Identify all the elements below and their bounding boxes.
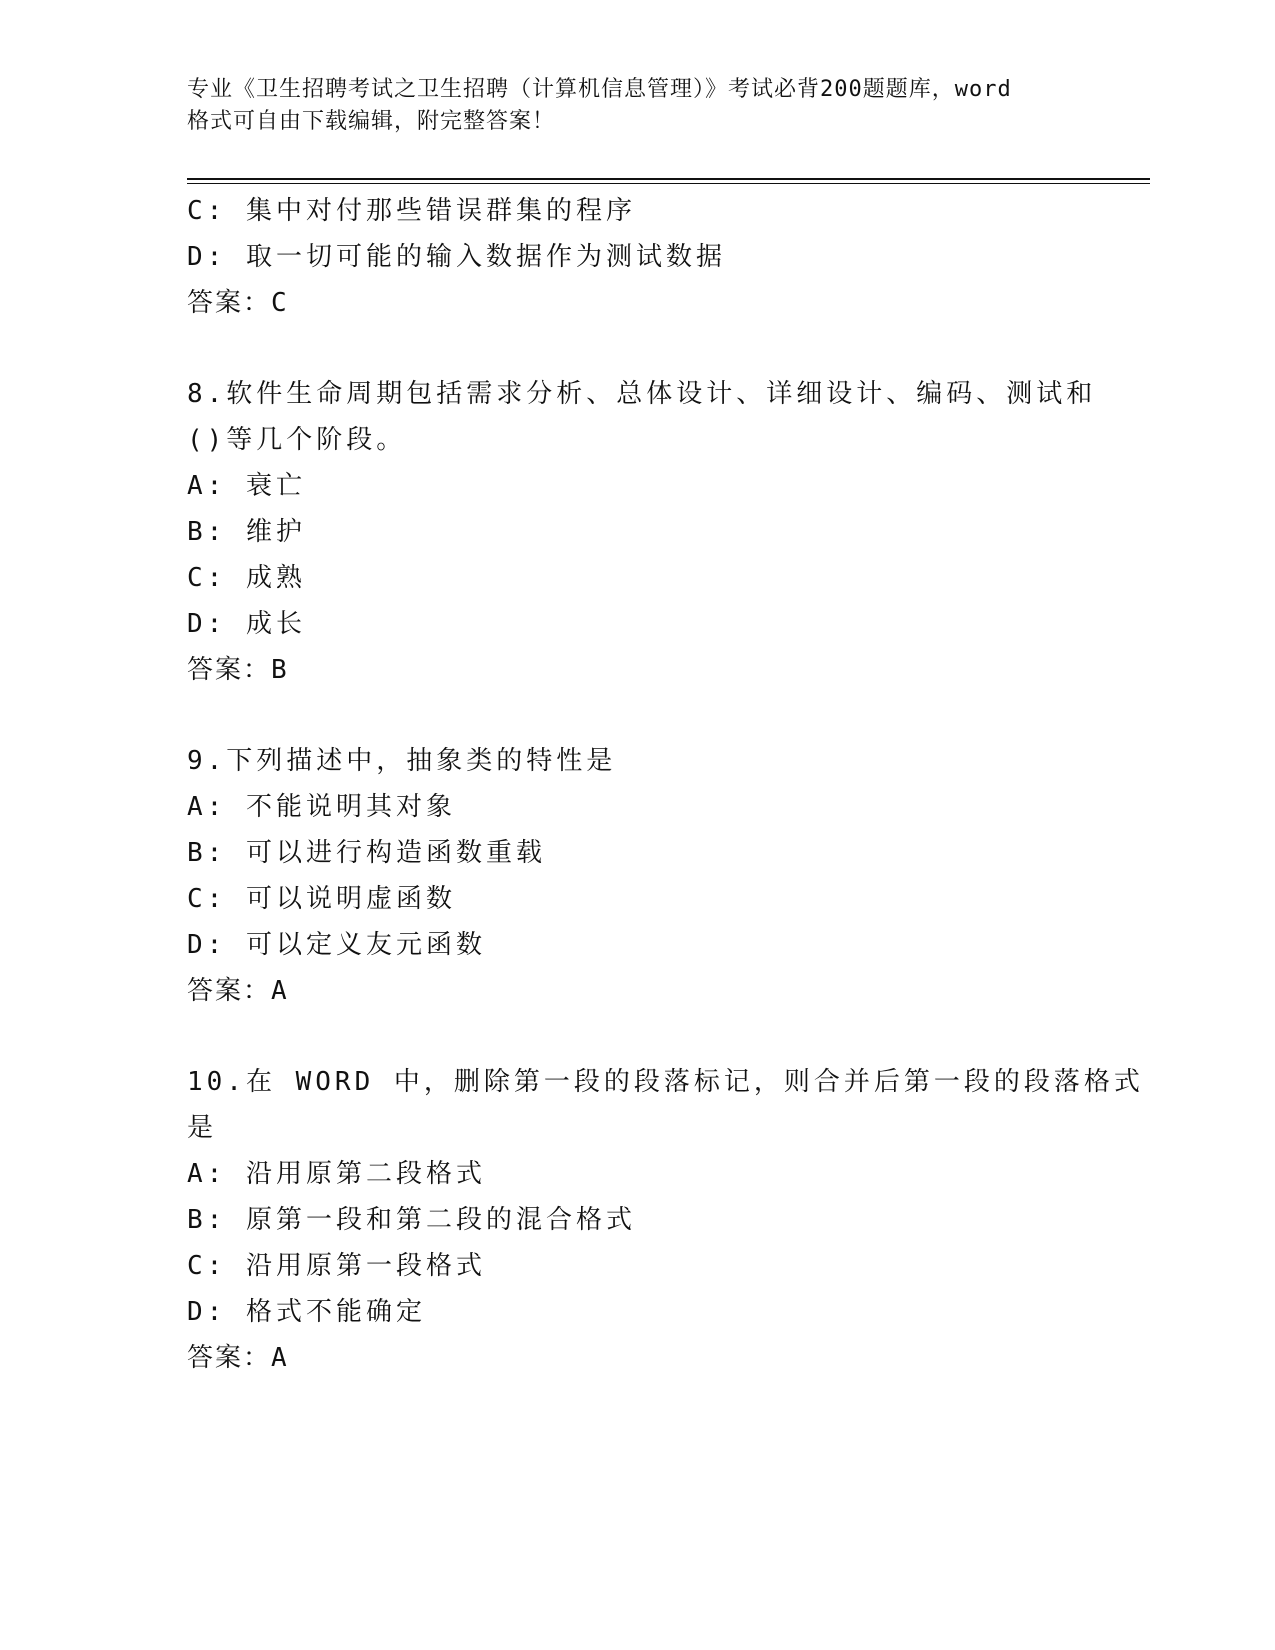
spacer [187,1014,1087,1059]
header-divider-thick [187,178,1150,180]
header-divider-thin [187,183,1150,184]
question-8-option-b: B: 维护 [187,517,306,547]
question-10-block [187,1059,1144,1381]
question-list [187,188,1144,1381]
question-7-option-d: D: 取一切可能的输入数据作为测试数据 [187,242,726,272]
header-title-line-2: 格式可自由下载编辑，附完整答案！ [187,109,556,134]
question-10-option-a: A: 沿用原第二段格式 [187,1159,486,1189]
question-9-answer: 答案：A [187,976,289,1006]
question-9-option-c: C: 可以说明虚函数 [187,884,456,914]
question-10-option-c: C: 沿用原第一段格式 [187,1251,486,1281]
question-7-option-c: C: 集中对付那些错误群集的程序 [187,196,636,226]
question-9-option-d: D: 可以定义友元函数 [187,930,486,960]
question-10-stem-line-2: 是 [187,1113,218,1143]
question-10-option-b: B: 原第一段和第二段的混合格式 [187,1205,636,1235]
question-7-answer: 答案：C [187,288,289,318]
header-title-line-1: 专业《卫生招聘考试之卫生招聘（计算机信息管理）》考试必背200题题库，word [187,77,1012,102]
question-9-option-b: B: 可以进行构造函数重载 [187,838,546,868]
spacer [187,693,1087,738]
question-8-block [187,371,1097,693]
question-8-option-a: A: 衰亡 [187,471,306,501]
spacer [187,326,1087,371]
question-8-option-c: C: 成熟 [187,563,306,593]
document-header [187,74,1087,138]
question-10-stem-line-1: 10.在 WORD 中，删除第一段的段落标记，则合并后第一段的段落格式 [187,1067,1144,1097]
question-8-stem-line-1: 8.软件生命周期包括需求分析、总体设计、详细设计、编码、测试和 [187,379,1097,409]
question-9-option-a: A: 不能说明其对象 [187,792,456,822]
question-8-option-d: D: 成长 [187,609,306,639]
question-7-block [187,188,1087,326]
question-10-option-d: D: 格式不能确定 [187,1297,426,1327]
question-8-stem-line-2: ()等几个阶段。 [187,425,407,455]
question-8-answer: 答案：B [187,655,289,685]
question-9-block [187,738,1087,1014]
question-10-answer: 答案：A [187,1343,289,1373]
question-9-stem-line-1: 9.下列描述中，抽象类的特性是 [187,746,617,776]
